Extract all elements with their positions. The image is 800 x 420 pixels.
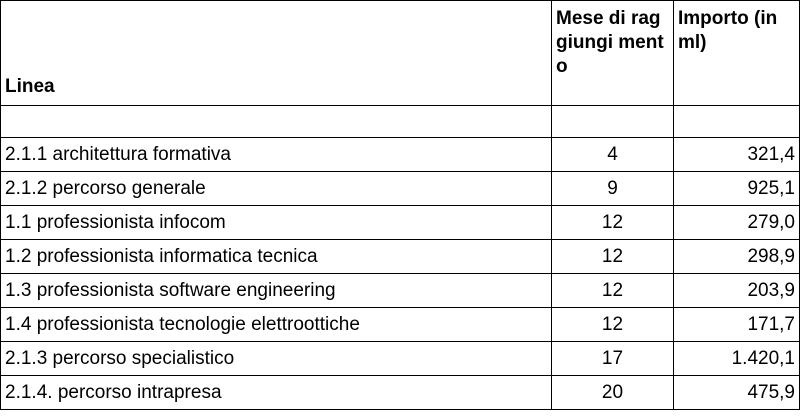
cell-mese: 20 (552, 376, 674, 410)
cell-importo: 171,7 (674, 308, 800, 342)
table-row (1, 206, 800, 240)
cell-importo: 203,9 (674, 274, 800, 308)
cell-linea: 2.1.4. percorso intrapresa (1, 376, 552, 410)
cell-mese: 12 (552, 206, 674, 240)
empty-cell (552, 106, 674, 138)
cell-importo: 475,9 (674, 376, 800, 410)
cell-linea: 2.1.3 percorso specialistico (1, 342, 552, 376)
cell-mese: 12 (552, 274, 674, 308)
table-row (1, 274, 800, 308)
table-row (1, 376, 800, 410)
table-row (1, 172, 800, 206)
header-linea: Linea (1, 1, 552, 106)
table-row (1, 342, 800, 376)
cell-mese: 4 (552, 138, 674, 172)
cell-importo: 321,4 (674, 138, 800, 172)
cell-linea: 1.4 professionista tecnologie elettroottiche (1, 308, 552, 342)
cell-importo: 1.420,1 (674, 342, 800, 376)
cell-mese: 12 (552, 308, 674, 342)
cell-mese: 12 (552, 240, 674, 274)
cell-linea: 1.1 professionista infocom (1, 206, 552, 240)
header-importo: Importo (in ml) (674, 1, 800, 106)
cell-linea: 2.1.2 percorso generale (1, 172, 552, 206)
empty-cell (674, 106, 800, 138)
table-row (1, 240, 800, 274)
cell-mese: 9 (552, 172, 674, 206)
header-mese: Mese di raggiungi mento (552, 1, 674, 106)
cell-mese: 17 (552, 342, 674, 376)
table-row (1, 308, 800, 342)
cell-linea: 2.1.1 architettura formativa (1, 138, 552, 172)
empty-cell (1, 106, 552, 138)
cell-linea: 1.2 professionista informatica tecnica (1, 240, 552, 274)
cell-importo: 925,1 (674, 172, 800, 206)
cell-linea: 1.3 professionista software engineering (1, 274, 552, 308)
empty-row (1, 106, 800, 138)
cell-importo: 298,9 (674, 240, 800, 274)
header-row (1, 1, 800, 106)
table-row (1, 138, 800, 172)
cell-importo: 279,0 (674, 206, 800, 240)
